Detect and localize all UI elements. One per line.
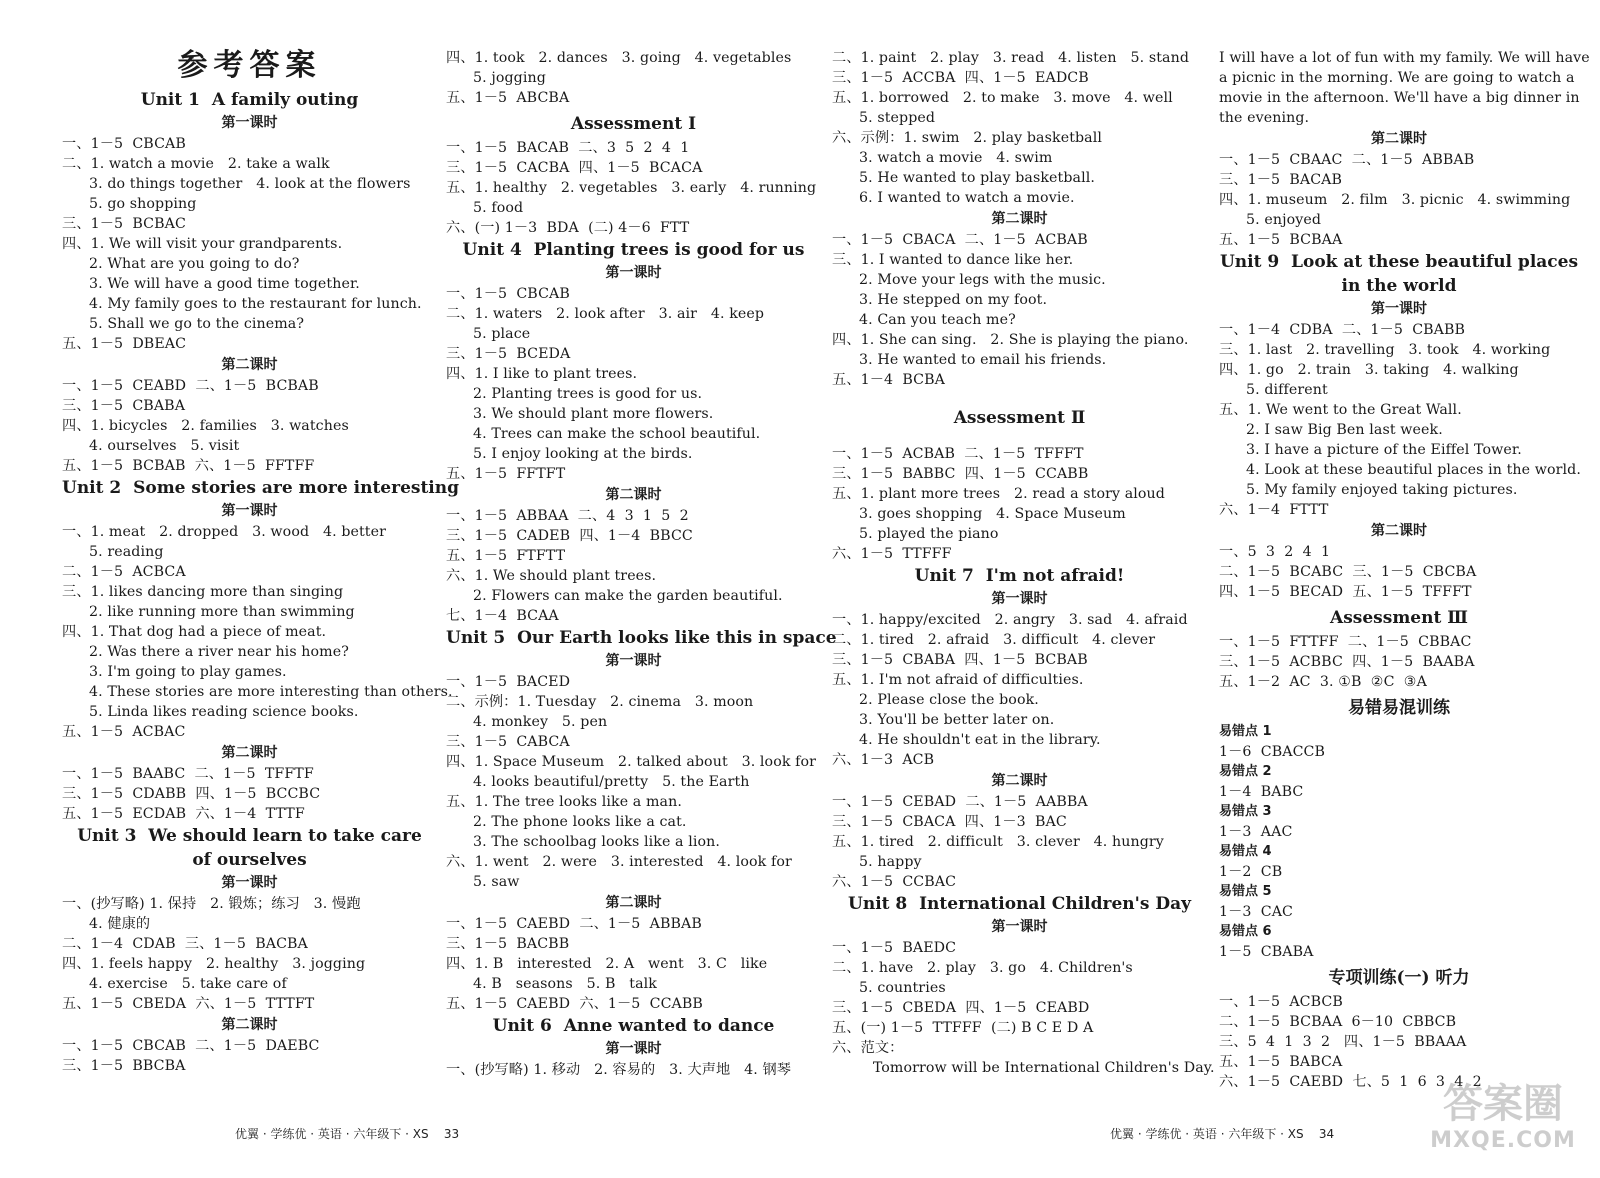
answer-line-indented: 3. We should plant more flowers. <box>473 406 714 422</box>
answer-line: 二、1. watch a movie 2. take a walk <box>62 156 330 172</box>
answer-line-indented: 4. Can you teach me? <box>859 312 1016 328</box>
lesson-heading: 第二课时 <box>991 211 1048 227</box>
answer-line: 五、1－5 BABCA <box>1219 1054 1343 1070</box>
answer-line-indented: 6. I wanted to watch a movie. <box>859 190 1075 206</box>
watermark-url: MXQE.COM <box>1430 1128 1576 1153</box>
lesson-heading: 第一课时 <box>605 1041 662 1057</box>
answer-line: 三、1－5 BBCBA <box>62 1058 186 1074</box>
answer-line: 四、1. museum 2. film 3. picnic 4. swimming <box>1219 192 1571 208</box>
unit-heading: Unit 3 We should learn to take care <box>77 826 422 846</box>
answer-line-indented: 2. I saw Big Ben last week. <box>1246 422 1443 438</box>
answer-line-indented: 5. place <box>473 326 531 342</box>
answer-line-indented: 5. I enjoy looking at the birds. <box>473 446 693 462</box>
error-point-label: 易错点 3 <box>1219 804 1272 819</box>
error-point-label: 易错点 1 <box>1219 724 1272 739</box>
answer-line: 六、1－5 CCBAC <box>832 874 957 890</box>
lesson-heading: 第二课时 <box>605 487 662 503</box>
unit-heading: Unit 4 Planting trees is good for us <box>462 240 805 260</box>
answer-column-4 <box>1219 48 1590 1092</box>
answer-line: 三、1－5 CBEDA 四、1－5 CEABD <box>832 1000 1090 1016</box>
page-title: 参考答案 <box>177 48 322 83</box>
answer-line: 一、1－5 BAEDC <box>832 940 957 956</box>
answer-line-indented: 2. Flowers can make the garden beautiful. <box>473 588 783 604</box>
answer-line: 四、1. B interested 2. A went 3. C like <box>446 956 768 972</box>
lesson-heading: 第一课时 <box>991 591 1048 607</box>
answer-line: 三、5 4 1 3 2 四、1－5 BBAAA <box>1219 1034 1467 1050</box>
answer-line: 三、1－5 CBABA 四、1－5 BCBAB <box>832 652 1088 668</box>
answer-line-indented: 2. Was there a river near his home? <box>89 644 349 660</box>
answer-line: 一、1－5 CBCAB <box>62 136 186 152</box>
answer-line: 四、1. Space Museum 2. talked about 3. look for <box>446 754 817 770</box>
unit-heading: Unit 6 Anne wanted to dance <box>492 1016 775 1036</box>
answer-line-indented: 5. Linda likes reading science books. <box>89 704 359 720</box>
answer-line-indented: 5. food <box>473 200 524 216</box>
unit-heading: in the world <box>1341 276 1457 296</box>
answer-line: 三、1－5 ACBBC 四、1－5 BAABA <box>1219 654 1475 670</box>
answer-line: 五、1. healthy 2. vegetables 3. early 4. running <box>446 180 817 196</box>
answer-line-indented: 4. ourselves 5. visit <box>89 438 240 454</box>
answer-line: 一、1－5 CAEBD 二、1－5 ABBAB <box>446 916 702 932</box>
answer-line-indented: 4. Trees can make the school beautiful. <box>473 426 761 442</box>
answer-line: the evening. <box>1219 110 1310 126</box>
answer-line: a picnic in the morning. We are going to watch a <box>1219 70 1575 86</box>
lesson-heading: 第一课时 <box>605 265 662 281</box>
answer-line: 三、1－5 BACAB <box>1219 172 1343 188</box>
answer-line-indented: 3. do things together 4. look at the flowers <box>89 176 411 192</box>
spacer <box>832 432 1207 444</box>
answer-line-indented: 5. saw <box>473 874 520 890</box>
answer-line: 一、1－5 BACED <box>446 674 571 690</box>
unit-heading: Unit 9 Look at these beautiful places <box>1219 252 1579 272</box>
lesson-heading: 第一课时 <box>221 503 278 519</box>
answer-line: 一、1－5 CEBAD 二、1－5 AABBA <box>832 794 1088 810</box>
answer-column-2 <box>446 48 837 1080</box>
answer-line: 四、1. I like to plant trees. <box>446 366 638 382</box>
error-point-label: 易错点 5 <box>1219 884 1272 899</box>
answer-line: 三、1－5 CABCA <box>446 734 570 750</box>
answer-line: 四、1. feels happy 2. healthy 3. jogging <box>62 956 366 972</box>
lesson-heading: 第一课时 <box>991 919 1048 935</box>
lesson-heading: 第一课时 <box>1371 301 1427 317</box>
answer-line: 四、1. bicycles 2. families 3. watches <box>62 418 349 434</box>
answer-line-indented: 3. He wanted to email his friends. <box>859 352 1107 368</box>
answer-line-indented: 5. stepped <box>859 110 936 126</box>
answer-line: 二、示例：1. Tuesday 2. cinema 3. moon <box>446 694 754 710</box>
answer-line: 三、1－5 ACCBA 四、1－5 EADCB <box>832 70 1089 86</box>
answer-line: 五、1. The tree looks like a man. <box>446 794 682 810</box>
answer-line: 一、1－5 ACBCB <box>1219 994 1343 1010</box>
answer-line: 六、示例：1. swim 2. play basketball <box>832 130 1103 146</box>
answer-line: 五、1－5 ABCBA <box>446 90 570 106</box>
answer-line: 六、1－5 CAEBD 七、5 1 6 3 4 2 <box>1219 1074 1482 1090</box>
section-heading: Assessment Ⅱ <box>953 408 1086 428</box>
answer-line: 三、1－5 CBABA <box>62 398 186 414</box>
answer-line: 三、1－5 CADEB 四、1－4 BBCC <box>446 528 693 544</box>
answer-line-indented: 4. He shouldn't eat in the library. <box>859 732 1101 748</box>
answer-line-indented: 4. Look at these beautiful places in the world. <box>1246 462 1581 478</box>
lesson-heading: 第二课时 <box>1371 523 1427 539</box>
footer-right-page-34: 优翼 · 学练优 · 英语 · 六年级下 · XS 34 <box>1110 1127 1335 1141</box>
watermark-text: 答案圈 <box>1443 1081 1563 1127</box>
answer-line: 五、1－5 ACBAC <box>62 724 186 740</box>
answer-line-indented: 5. different <box>1246 382 1328 398</box>
answer-line-indented: 3. You'll be better later on. <box>859 712 1055 728</box>
answer-line: 四、1. She can sing. 2. She is playing the piano. <box>832 332 1189 348</box>
lesson-heading: 第二课时 <box>221 745 278 761</box>
answer-line: 五、1－5 CAEBD 六、1－5 CCABB <box>446 996 703 1012</box>
answer-line-indented: 4. 健康的 <box>89 916 151 932</box>
error-point-label: 易错点 2 <box>1219 764 1272 779</box>
answer-line: 五、1－2 AC 3. ①B ②C ③A <box>1219 674 1427 690</box>
answer-line: 五、1－5 ECDAB 六、1－4 TTTF <box>62 806 305 822</box>
answer-line: 五、1－4 BCBA <box>832 372 945 388</box>
answer-line: 二、1－5 BCBAA 6－10 CBBCB <box>1219 1014 1457 1030</box>
answer-line: 一、1－5 CBACA 二、1－5 ACBAB <box>832 232 1088 248</box>
unit-heading: Unit 5 Our Earth looks like this in space <box>446 628 837 648</box>
answer-line: 一、1－5 CBCAB <box>446 286 570 302</box>
watermark-logo <box>1418 1080 1588 1165</box>
answer-line: 五、1－5 CBEDA 六、1－5 TTTFT <box>62 996 315 1012</box>
answer-line: 四、1. We will visit your grandparents. <box>62 236 343 252</box>
answer-line: 二、1－5 ACBCA <box>62 564 186 580</box>
answer-line: 一、(抄写略) 1. 保持 2. 锻炼；练习 3. 慢跑 <box>62 896 361 912</box>
unit-heading: Unit 1 A family outing <box>140 90 359 110</box>
answer-line: movie in the afternoon. We'll have a big dinner in <box>1219 90 1580 106</box>
answer-line: 六、1. We should plant trees. <box>446 568 657 584</box>
answer-line-indented: 3. goes shopping 4. Space Museum <box>859 506 1126 522</box>
answer-line: 一、5 3 2 4 1 <box>1219 544 1331 560</box>
answer-line: 五、1. We went to the Great Wall. <box>1219 402 1462 418</box>
answer-line-indented: 5. happy <box>859 854 922 870</box>
answer-line: 一、1. happy/excited 2. angry 3. sad 4. afraid <box>832 612 1188 628</box>
answer-line: 三、1－5 BCBAC <box>62 216 186 232</box>
answer-line: 1－3 CAC <box>1219 904 1294 920</box>
error-point-label: 易错点 6 <box>1219 924 1272 939</box>
answer-line-indented: 5. He wanted to play basketball. <box>859 170 1095 186</box>
answer-line: I will have a lot of fun with my family. We will have <box>1219 50 1590 66</box>
answer-line: 1－2 CB <box>1219 864 1283 880</box>
lesson-heading: 第一课时 <box>605 653 662 669</box>
answer-line: 三、1－5 BACBB <box>446 936 570 952</box>
answer-line-indented: 4. looks beautiful/pretty 5. the Earth <box>473 774 750 790</box>
answer-line: 一、(抄写略) 1. 移动 2. 容易的 3. 大声地 4. 钢琴 <box>446 1062 792 1078</box>
answer-line: 一、1－4 CDBA 二、1－5 CBABB <box>1219 322 1466 338</box>
answer-line-indented: 4. monkey 5. pen <box>473 714 608 730</box>
answer-line: 四、1－5 BECAD 五、1－5 TFFFT <box>1219 584 1472 600</box>
answer-line: 六、1－4 FTTT <box>1219 502 1329 518</box>
answer-line: 三、1. likes dancing more than singing <box>62 584 344 600</box>
lesson-heading: 第一课时 <box>221 115 278 131</box>
answer-line-indented: 2. like running more than swimming <box>89 604 355 620</box>
answer-line-indented: 5. played the piano <box>859 526 999 542</box>
error-point-label: 易错点 4 <box>1219 844 1272 859</box>
answer-line: 六、1－3 ACB <box>832 752 935 768</box>
answer-line: 四、1. go 2. train 3. taking 4. walking <box>1219 362 1519 378</box>
answer-line-indented: Tomorrow will be International Children's Day. <box>859 1060 1215 1076</box>
answer-line-indented: 5. go shopping <box>89 196 197 212</box>
answer-line: 五、(一) 1－5 TTFFF (二) B C E D A <box>832 1020 1094 1036</box>
answer-line: 五、1－5 FTFTT <box>446 548 566 564</box>
section-heading: Assessment Ⅲ <box>1330 608 1468 628</box>
answer-line-indented: 5. reading <box>89 544 164 560</box>
answer-line-indented: 2. What are you going to do? <box>89 256 300 272</box>
answer-line: 一、1－5 BACAB 二、3 5 2 4 1 <box>446 140 690 156</box>
answer-line: 一、1－5 CBAAC 二、1－5 ABBAB <box>1219 152 1475 168</box>
answer-line-indented: 2. Planting trees is good for us. <box>473 386 703 402</box>
answer-line: 三、1－5 BCEDA <box>446 346 571 362</box>
answer-line: 二、1－4 CDAB 三、1－5 BACBA <box>62 936 308 952</box>
answer-line: 六、(一) 1－3 BDA (二) 4－6 FTT <box>446 220 690 236</box>
answer-line-indented: 3. The schoolbag looks like a lion. <box>473 834 720 850</box>
answer-line-indented: 4. exercise 5. take care of <box>89 976 287 992</box>
answer-line-indented: 5. countries <box>859 980 946 996</box>
answer-line: 三、1－5 CDABB 四、1－5 BCCBC <box>62 786 321 802</box>
answer-line: 一、1. meat 2. dropped 3. wood 4. better <box>62 524 386 540</box>
answer-line-indented: 2. Move your legs with the music. <box>859 272 1106 288</box>
answer-line: 一、1－5 CBCAB 二、1－5 DAEBC <box>62 1038 320 1054</box>
answer-line: 二、1. paint 2. play 3. read 4. listen 5. stand <box>832 50 1190 66</box>
answer-line-indented: 3. watch a movie 4. swim <box>859 150 1053 166</box>
answer-line: 二、1. tired 2. afraid 3. difficult 4. clever <box>832 632 1156 648</box>
answer-line: 三、1. I wanted to dance like her. <box>832 252 1074 268</box>
answer-line: 一、1－5 ACBAB 二、1－5 TFFFT <box>832 446 1084 462</box>
answer-line: 二、1－5 BCABC 三、1－5 CBCBA <box>1219 564 1477 580</box>
lesson-heading: 第二课时 <box>605 895 662 911</box>
answer-line: 五、1－5 FFTFT <box>446 466 566 482</box>
answer-line: 1－4 BABC <box>1219 784 1304 800</box>
answer-line: 三、1－5 CACBA 四、1－5 BCACA <box>446 160 703 176</box>
answer-line: 二、1. waters 2. look after 3. air 4. keep <box>446 306 765 322</box>
answer-column-1 <box>62 48 460 1076</box>
answer-line: 一、1－5 FTTFF 二、1－5 CBBAC <box>1219 634 1472 650</box>
unit-heading: Unit 2 Some stories are more interesting <box>62 478 460 498</box>
answer-line-indented: 5. Shall we go to the cinema? <box>89 316 305 332</box>
section-heading: 易错易混训练 <box>1348 698 1450 718</box>
answer-line: 三、1－5 CBACA 四、1－3 BAC <box>832 814 1067 830</box>
lesson-heading: 第二课时 <box>221 357 278 373</box>
lesson-heading: 第一课时 <box>221 875 278 891</box>
answer-line-indented: 5. jogging <box>473 70 546 86</box>
answer-line-indented: 5. enjoyed <box>1246 212 1322 228</box>
answer-line: 五、1. plant more trees 2. read a story aloud <box>832 486 1165 502</box>
answer-line-indented: 5. My family enjoyed taking pictures. <box>1246 482 1518 498</box>
answer-line: 一、1－5 BAABC 二、1－5 TFFTF <box>62 766 314 782</box>
answer-line: 六、1－5 TTFFF <box>832 546 952 562</box>
spacer <box>832 390 1207 402</box>
answer-line: 五、1. tired 2. difficult 3. clever 4. hungry <box>832 834 1164 850</box>
answer-line-indented: 2. Please close the book. <box>859 692 1039 708</box>
answer-line: 七、1－4 BCAA <box>446 608 559 624</box>
answer-line: 五、1. borrowed 2. to make 3. move 4. well <box>832 90 1173 106</box>
unit-heading: Unit 7 I'm not afraid! <box>914 566 1125 586</box>
answer-column-3 <box>832 48 1215 1078</box>
lesson-heading: 第二课时 <box>221 1017 278 1033</box>
answer-line: 六、范文： <box>832 1040 904 1056</box>
answer-line: 四、1. That dog had a piece of meat. <box>62 624 327 640</box>
answer-line-indented: 2. The phone looks like a cat. <box>473 814 687 830</box>
lesson-heading: 第二课时 <box>1371 131 1427 147</box>
answer-line: 三、1－5 BABBC 四、1－5 CCABB <box>832 466 1089 482</box>
answer-line: 1－6 CBACCB <box>1219 744 1326 760</box>
unit-heading: Unit 8 International Children's Day <box>848 894 1191 914</box>
answer-line: 五、1－5 BCBAB 六、1－5 FFTFF <box>62 458 315 474</box>
answer-line: 五、1－5 DBEAC <box>62 336 187 352</box>
answer-line: 三、1. last 2. travelling 3. took 4. working <box>1219 342 1551 358</box>
answer-line: 五、1－5 BCBAA <box>1219 232 1343 248</box>
answer-line-indented: 3. He stepped on my foot. <box>859 292 1048 308</box>
answer-line: 六、1. went 2. were 3. interested 4. look for <box>446 854 792 870</box>
answer-line: 1－5 CBABA <box>1219 944 1314 960</box>
section-heading: 专项训练(一) 听力 <box>1328 968 1470 988</box>
answer-line-indented: 4. These stories are more interesting than others. <box>89 684 453 700</box>
answer-line-indented: 3. We will have a good time together. <box>89 276 360 292</box>
answer-line: 一、1－5 CEABD 二、1－5 BCBAB <box>62 378 319 394</box>
answer-line-indented: 4. My family goes to the restaurant for lunch. <box>89 296 422 312</box>
answer-line: 二、1. have 2. play 3. go 4. Children's <box>832 960 1133 976</box>
answer-line-indented: 4. B seasons 5. B talk <box>473 976 658 992</box>
answer-line: 1－3 AAC <box>1219 824 1293 840</box>
section-heading: Assessment Ⅰ <box>570 114 697 134</box>
unit-heading: of ourselves <box>192 850 307 870</box>
answer-line: 一、1－5 ABBAA 二、4 3 1 5 2 <box>446 508 689 524</box>
answer-line-indented: 3. I'm going to play games. <box>89 664 287 680</box>
answer-line-indented: 3. I have a picture of the Eiffel Tower. <box>1246 442 1522 458</box>
answer-line: 四、1. took 2. dances 3. going 4. vegetables <box>446 50 792 66</box>
answer-line: 五、1. I'm not afraid of difficulties. <box>832 672 1084 688</box>
footer-left-page-33: 优翼 · 学练优 · 英语 · 六年级下 · XS 33 <box>235 1127 460 1141</box>
lesson-heading: 第二课时 <box>991 773 1048 789</box>
